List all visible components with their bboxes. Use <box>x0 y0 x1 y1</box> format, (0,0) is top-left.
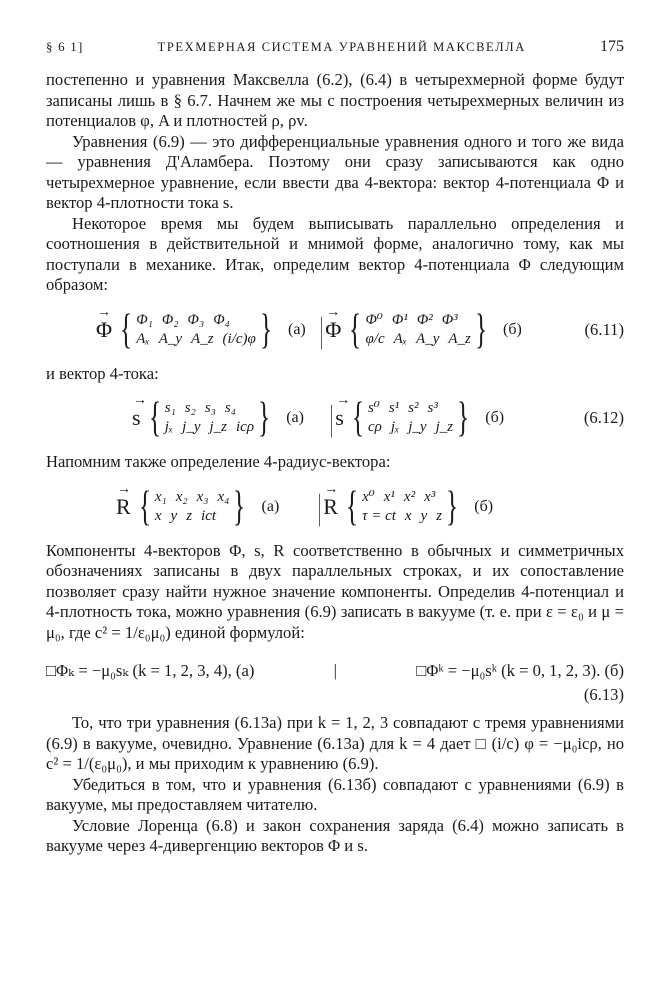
equation-6-11-left <box>96 302 306 358</box>
component: z <box>186 507 193 524</box>
component: Aₓ <box>136 330 150 347</box>
vector-symbol: → s <box>335 405 344 431</box>
component: (i/c)φ <box>222 330 256 347</box>
equation-6-12-left <box>132 390 304 446</box>
equation-r-right <box>316 479 493 535</box>
paragraph-6: Компоненты 4-векторов Φ, s, R соответственно в обычных и симметричных обозначениях записаны в двух параллельных строках, и их сопоставление позволяет сразу найти нужное значение компоненты. Определив 4-потенциал и 4-плотность тока, можно уравнения (6.9) записать в вакууме (т. е. при ε = ε₀ и μ = μ₀, где c² = 1/ε₀μ₀) единой формулой: <box>46 540 624 642</box>
right-brace: } <box>233 483 246 530</box>
equation-6-13-b: □Φᵏ = −μ₀sᵏ (k = 0, 1, 2, 3). (б) <box>416 661 624 680</box>
equation-r-left <box>116 479 279 535</box>
component: j_z <box>209 419 228 435</box>
equation-6-13 <box>46 661 624 681</box>
component-matrix <box>155 488 230 526</box>
component: j_y <box>408 419 427 435</box>
component: A_z <box>191 330 214 347</box>
component: s⁰ <box>367 400 380 416</box>
equation-number: (6.12) <box>583 408 624 427</box>
label-a: (а) <box>286 409 304 426</box>
equation-number: (6.13) <box>583 685 624 704</box>
page <box>46 38 624 857</box>
component-matrix <box>362 488 442 526</box>
component: x¹ <box>383 488 395 505</box>
equation-6-13-a: □Φₖ = −μ₀sₖ (k = 1, 2, 3, 4), (а) <box>46 661 255 680</box>
paragraph-8: Убедиться в том, что и уравнения (6.13б) совпадают с уравнениями (6.9) в вакууме, мы предоставляем читателю. <box>46 774 624 814</box>
left-brace: { <box>351 395 364 441</box>
left-brace: { <box>138 483 151 530</box>
label-b: (б) <box>503 320 522 338</box>
component: icρ <box>236 419 255 435</box>
component: Φ³ <box>441 311 458 328</box>
component: Aₓ <box>393 330 408 347</box>
component: x² <box>403 488 416 505</box>
vector-symbol: → Φ <box>325 317 341 343</box>
component-matrix <box>365 311 470 349</box>
label-b: (б) <box>485 409 505 426</box>
separator: | <box>330 398 334 438</box>
component: τ = ct <box>362 507 396 524</box>
component: A_y <box>158 330 183 347</box>
paragraph-7: То, что три уравнения (6.13а) при k = 1, 2, 3 совпадают с тремя уравнениями (6.9) в вакууме, очевидно. Уравнение (6.13а) для k = 4 дает □ (i/c) φ = −μ₀icρ, но c² = 1/(ε₀μ₀), и мы приходим к уравнению (6.9). <box>46 713 624 773</box>
component: s¹ <box>388 400 400 416</box>
component: s₄ <box>224 400 236 416</box>
vector-symbol: → R <box>116 494 131 520</box>
component: jₓ <box>164 419 174 435</box>
component: x <box>154 507 162 524</box>
section-ref: § 6 1] <box>46 39 84 54</box>
vector-symbol: → Φ <box>96 317 112 343</box>
right-brace: } <box>258 395 271 441</box>
component: s² <box>408 400 419 416</box>
vector-symbol: → R <box>323 494 338 520</box>
equation-radius-vector <box>46 479 624 535</box>
paragraph-1: постепенно и уравнения Максвелла (6.2), (6.4) в четырехмерной форме будут записаны лишь в § 6.7. Начнем же мы с построения четырехмерных величин из потенциалов φ, A и плотностей ρ, ρv. <box>46 70 624 130</box>
label-a: (а) <box>287 320 306 338</box>
right-brace: } <box>446 483 459 530</box>
component: ict <box>201 507 217 524</box>
left-brace: { <box>349 306 362 353</box>
component: Φ₂ <box>161 311 179 328</box>
right-brace: } <box>457 395 470 441</box>
component: φ/c <box>365 330 385 347</box>
component-matrix <box>136 311 256 349</box>
component-matrix <box>165 399 254 437</box>
component: s₁ <box>164 400 176 416</box>
component: s₂ <box>184 400 196 416</box>
left-brace: { <box>345 483 359 530</box>
component: x⁰ <box>362 488 375 505</box>
equation-6-12 <box>46 390 624 446</box>
component: z <box>436 507 443 524</box>
left-brace: { <box>148 395 161 441</box>
paragraph-5: Напомним также определение 4-радиус-вектора: <box>46 452 391 471</box>
component: j_y <box>182 419 201 435</box>
component: A_y <box>416 330 440 347</box>
vector-symbol: → s <box>132 405 141 431</box>
right-brace: } <box>474 306 488 353</box>
component: s₃ <box>204 400 216 416</box>
component: x <box>404 507 412 524</box>
component: Φ₄ <box>213 311 230 328</box>
left-brace: { <box>120 306 133 353</box>
separator: | <box>318 486 322 527</box>
component: j_z <box>435 419 454 435</box>
equation-6-11-right <box>318 302 522 358</box>
label-b: (б) <box>474 497 494 515</box>
paragraph-2: Уравнения (6.9) — это дифференциальные уравнения одного и того же вида — уравнения Д'Аламбера. Поэтому они сразу записываются как одно четырехмерное уравнение, если ввести два 4-вектора: вектор 4-потенциала Φ и вектор 4-плотности тока s. <box>46 131 624 212</box>
component: Φ₃ <box>187 311 205 328</box>
paragraph-3: Некоторое время мы будем выписывать параллельно определения и соотношения в действительной и мнимой форме, аналогично тому, как мы поступали в механике. Итак, определим вектор 4-потенциала Φ следующим образом: <box>46 213 624 294</box>
component: Φ² <box>416 311 433 328</box>
component: y <box>420 507 428 524</box>
paragraph-4: и вектор 4-тока: <box>46 363 159 383</box>
equation-6-11 <box>46 302 624 358</box>
right-brace: } <box>259 306 272 353</box>
running-header <box>46 38 624 56</box>
component: x₄ <box>217 488 230 505</box>
separator: | <box>333 661 337 680</box>
page-number: 175 <box>600 38 624 55</box>
component: A_z <box>448 330 471 347</box>
separator: | <box>320 309 324 350</box>
component: Φ₁ <box>136 311 153 328</box>
equation-number: (6.11) <box>584 319 624 339</box>
component: x₃ <box>196 488 209 505</box>
component: x₂ <box>175 488 188 505</box>
component: Φ¹ <box>391 311 408 328</box>
component: y <box>170 507 178 524</box>
label-a: (а) <box>261 497 280 515</box>
component: cρ <box>367 419 382 435</box>
component-matrix <box>368 399 453 437</box>
chapter-title: ТРЕХМЕРНАЯ СИСТЕМА УРАВНЕНИЙ МАКСВЕЛЛА <box>157 40 526 54</box>
paragraph-9: Условие Лоренца (6.8) и закон сохранения заряда (6.4) можно записать в вакууме через 4-дивергенцию векторов Φ и s. <box>46 815 624 855</box>
component: x³ <box>424 488 436 505</box>
component: jₓ <box>390 419 400 435</box>
component: s³ <box>427 400 438 416</box>
component: x₁ <box>154 488 167 505</box>
component: Φ⁰ <box>365 311 383 328</box>
equation-6-12-right <box>328 390 504 446</box>
